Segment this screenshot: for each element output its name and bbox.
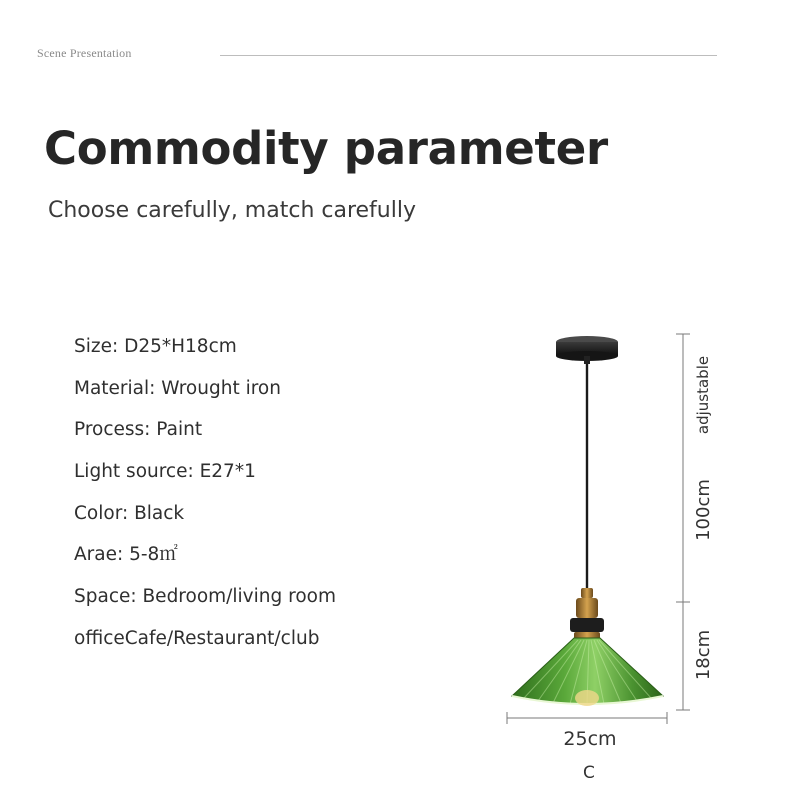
spec-space-continued: officeCafe/Restaurant/club	[74, 627, 320, 649]
spec-area: Arae: 5-8㎡	[74, 544, 178, 566]
spec-material: Material: Wrought iron	[74, 377, 281, 399]
spec-process: Process: Paint	[74, 419, 203, 441]
header-divider	[220, 55, 717, 56]
cord-adjustable-label: adjustable	[694, 355, 712, 435]
spec-list	[74, 335, 336, 669]
green-glass-shade	[512, 638, 663, 706]
spec-light-source: Light source: E27*1	[74, 461, 256, 483]
page-subtitle: Choose carefully, match carefully	[48, 198, 416, 223]
shade-height-label: 18cm	[693, 629, 714, 681]
pendant-lamp-illustration	[490, 320, 740, 800]
scene-presentation-label: Scene Presentation	[37, 46, 132, 60]
spec-space: Space: Bedroom/living room	[74, 586, 336, 608]
page-title: Commodity parameter	[44, 122, 608, 175]
brass-socket	[570, 588, 604, 642]
shade-diameter-label: 25cm	[563, 728, 617, 750]
spec-color: Color: Black	[74, 502, 185, 524]
spec-size: Size: D25*H18cm	[74, 336, 237, 357]
ceiling-canopy	[556, 336, 618, 364]
footer-mark: C	[583, 763, 595, 783]
cord-length-label: 100cm	[693, 479, 714, 541]
